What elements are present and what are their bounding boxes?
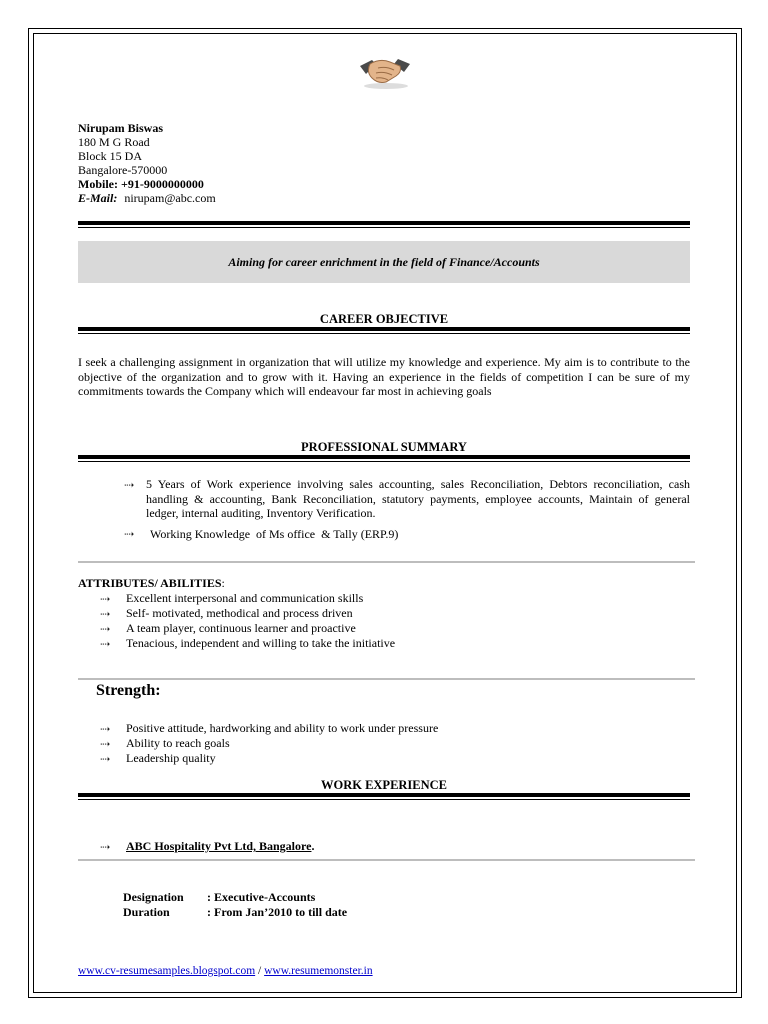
- email-label: E-Mail:: [78, 191, 118, 205]
- strength-item: Leadership quality: [126, 751, 216, 765]
- attribute-item: Self- motivated, methodical and process driven: [126, 606, 353, 620]
- bullet-arrow-icon: ⇢: [124, 527, 135, 541]
- banner-text: Aiming for career enrichment in the field of Finance/Accounts: [228, 255, 540, 269]
- bullet-arrow-icon: ⇢: [100, 637, 111, 651]
- section-rule: [78, 455, 690, 459]
- handshake-icon: [356, 50, 414, 92]
- objective-banner: [78, 241, 690, 283]
- strength-item: Ability to reach goals: [126, 736, 230, 750]
- email-address[interactable]: nirupam@abc.com: [124, 191, 216, 205]
- professional-summary-heading: PROFESSIONAL SUMMARY: [301, 440, 467, 454]
- attributes-colon: :: [221, 576, 225, 590]
- footer-link[interactable]: www.resumemonster.in: [264, 965, 373, 977]
- section-rule: [78, 221, 690, 225]
- contact-address-line: 180 M G Road: [78, 135, 150, 149]
- footer-link[interactable]: www.cv-resumesamples.blogspot.com: [78, 965, 256, 977]
- designation-value: : Executive-Accounts: [207, 890, 316, 904]
- career-objective-heading: CAREER OBJECTIVE: [319, 312, 449, 326]
- section-divider: [78, 678, 695, 680]
- bullet-arrow-icon: ⇢: [100, 592, 111, 606]
- company-row: [126, 839, 314, 853]
- section-rule: [78, 793, 690, 797]
- bullet-arrow-icon: ⇢: [124, 478, 135, 492]
- bullet-arrow-icon: ⇢: [100, 722, 111, 736]
- bullet-arrow-icon: ⇢: [100, 752, 111, 766]
- strength-item: Positive attitude, hardworking and ability to work under pressure: [126, 721, 439, 735]
- contact-address-line: Block 15 DA: [78, 149, 142, 163]
- attribute-item: Tenacious, independent and willing to take the initiative: [126, 636, 396, 650]
- designation-label: Designation: [123, 890, 184, 904]
- footer-links: [78, 964, 373, 978]
- bullet-arrow-icon: ⇢: [100, 737, 111, 751]
- bullet-arrow-icon: ⇢: [100, 622, 111, 636]
- duration-value: : From Jan’2010 to till date: [207, 905, 348, 919]
- bullet-arrow-icon: ⇢: [100, 840, 111, 854]
- section-rule: [78, 227, 690, 228]
- contact-mobile: Mobile: +91-9000000000: [78, 177, 204, 191]
- section-rule: [78, 799, 690, 800]
- section-divider: [78, 561, 695, 563]
- footer-separator: /: [255, 965, 265, 977]
- contact-address-line: Bangalore-570000: [78, 163, 168, 177]
- company-suffix: .: [311, 839, 315, 853]
- company-name: ABC Hospitality Pvt Ltd, Bangalore: [126, 839, 312, 853]
- strength-heading: Strength:: [96, 682, 161, 699]
- summary-item: 5 Years of Work experience involving sales accounting, sales Reconciliation, Debtors reconciliation, cash handling & accounting, Bank Reconciliation, statutory payments, employee accounts, Maintain of general ledger, internal auditing, Inventory Verification.: [146, 477, 690, 520]
- bullet-arrow-icon: ⇢: [100, 607, 111, 621]
- summary-item: Working Knowledge of Ms office & Tally (ERP.9): [150, 527, 399, 541]
- attribute-item: Excellent interpersonal and communication skills: [126, 591, 364, 605]
- contact-email-row: [78, 191, 216, 205]
- attribute-item: A team player, continuous learner and proactive: [126, 621, 356, 635]
- career-objective-text: I seek a challenging assignment in organization that will utilize my knowledge and experience. My aim is to contribute to the objective of the organization and to grow with it. Having an experience in the fields of competition I can be sure of my commitments towards the Company which will endeavour far most in achieving goals: [78, 355, 690, 398]
- section-rule: [78, 333, 690, 334]
- section-rule: [78, 461, 690, 462]
- section-rule: [78, 327, 690, 331]
- duration-label: Duration: [123, 905, 170, 919]
- attributes-heading-row: [78, 576, 225, 590]
- section-divider: [78, 859, 695, 861]
- attributes-heading: ATTRIBUTES/ ABILITIES: [78, 576, 222, 590]
- work-experience-heading: WORK EXPERIENCE: [320, 778, 448, 792]
- contact-name: Nirupam Biswas: [78, 121, 164, 135]
